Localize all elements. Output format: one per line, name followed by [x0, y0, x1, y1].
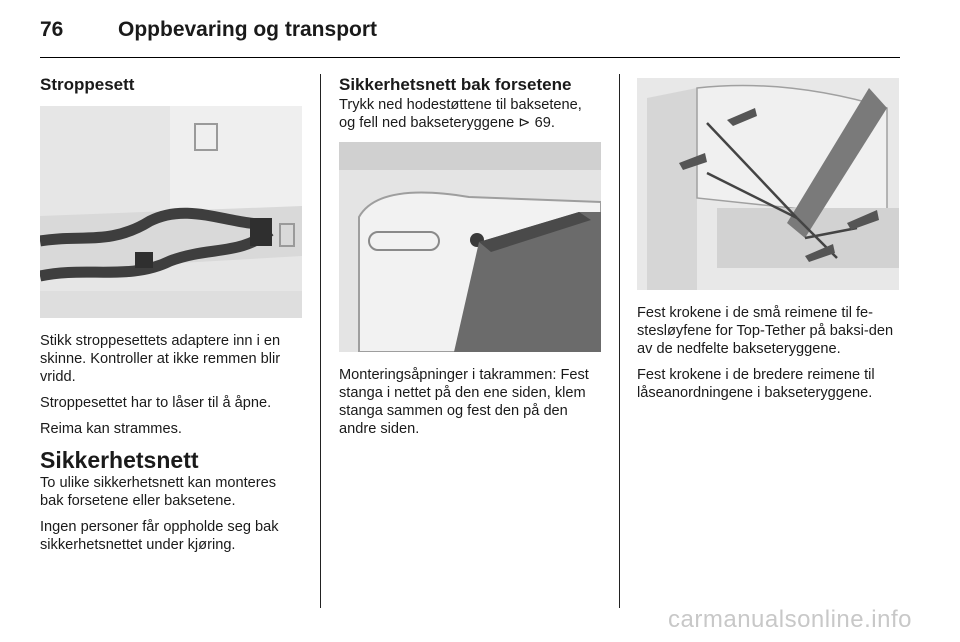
column-divider-2: [619, 74, 620, 608]
paragraph-3: Reima kan strammes.: [40, 421, 182, 437]
column-divider-1: [320, 74, 321, 608]
intro-paragraph: Trykk ned hodestøttene til baksetene, og fell ned bakseteryggene ⊳ 69.: [339, 97, 582, 131]
paragraph-1: Stikk stroppesettets adaptere inn i en skinne. Kontroller at ikke remmen blir vridd.: [40, 333, 281, 385]
page-header: [40, 18, 377, 48]
paragraph-5: Ingen personer får oppholde seg bak sikkerhetsnettet under kjøring.: [40, 519, 279, 553]
tether-straps-illustration: [637, 78, 899, 290]
header-rule: [40, 57, 900, 58]
chapter-title: Oppbevaring og transport: [118, 18, 378, 41]
heading-sikkerhetsnett: Sikkerhetsnett: [40, 447, 199, 473]
column-2: [339, 74, 601, 446]
roof-frame-illustration: [339, 142, 601, 352]
watermark: carmanualsonline.info: [668, 606, 912, 633]
heading-stroppesett: Stroppesett: [40, 75, 135, 94]
strap-set-illustration: [40, 106, 302, 318]
paragraph-mounting: Monteringsåpninger i takrammen: Fest stanga i nettet på den ene siden, klem stanga sammen og fest den på den andre siden.: [339, 367, 589, 437]
column-3: [637, 74, 899, 410]
paragraph-4: To ulike sikkerhetsnett kan monteres bak forsetene eller baksetene.: [40, 475, 277, 509]
paragraph-2: Stroppesettet har to låser til å åpne.: [40, 395, 272, 411]
paragraph-hooks-small: Fest krokene i de små reimene til fe-stesløyfene for Top-Tether på baksi-den av de nedfelte bakseteryggene.: [637, 305, 894, 357]
paragraph-hooks-wide: Fest krokene i de bredere reimene til låseanordningene i bakseteryggene.: [637, 367, 875, 401]
page-number: 76: [40, 18, 64, 41]
column-1: [40, 74, 302, 562]
heading-net-behind-front-seats: Sikkerhetsnett bak forsetene: [339, 75, 572, 94]
